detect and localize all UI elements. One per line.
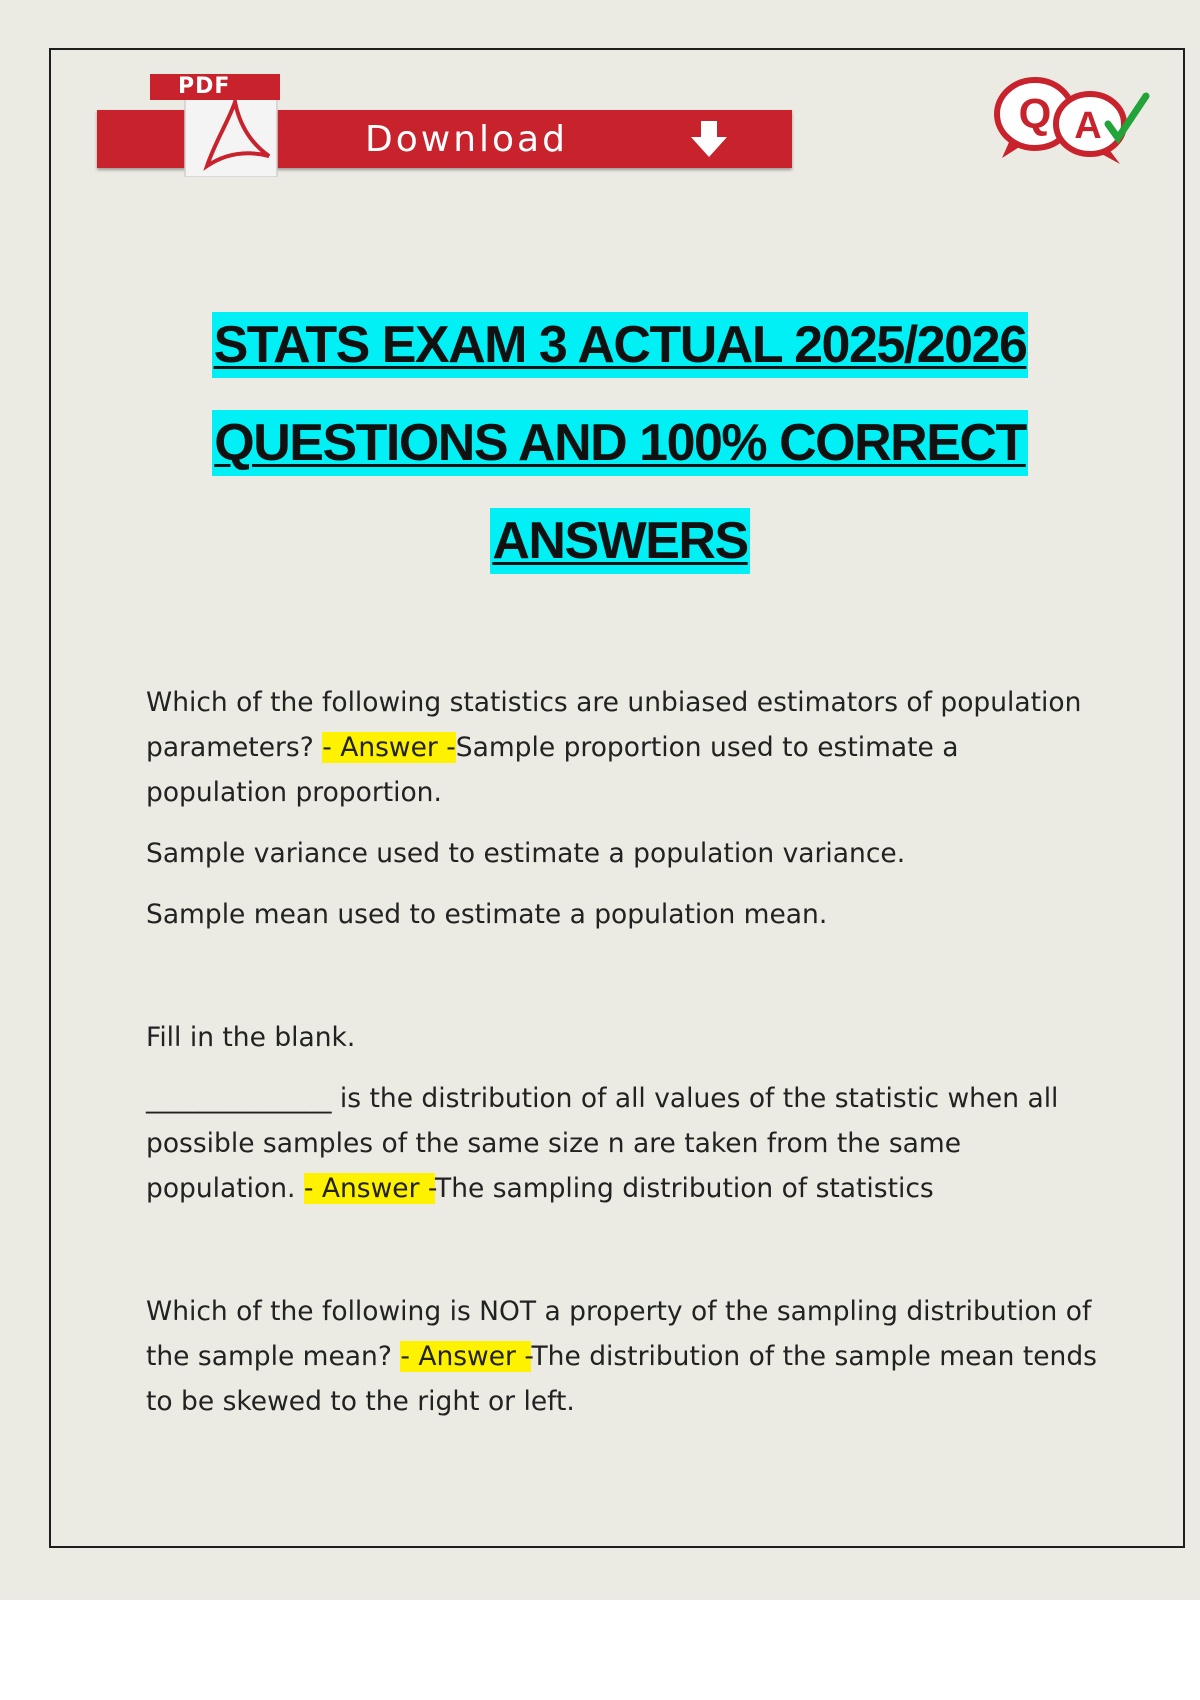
qa-item-2-text: [146, 1076, 1106, 1211]
answer-extra-line: Sample variance used to estimate a population variance.: [146, 838, 906, 869]
qa-item-3: [146, 1289, 1106, 1424]
title-line-1: STATS EXAM 3 ACTUAL 2025/2026: [212, 312, 1029, 378]
fill-blank: ______________: [146, 1083, 332, 1114]
answer-extra-line: Sample mean used to estimate a population mean.: [146, 899, 828, 930]
question-prompt: Fill in the blank.: [146, 1022, 356, 1053]
qa-item-2: [146, 1015, 1106, 1211]
qa-logo-q: Q: [1018, 90, 1052, 137]
title-line-2: QUESTIONS AND 100% CORRECT: [212, 410, 1027, 476]
pdf-tag: PDF: [150, 74, 280, 100]
answer-text: The sampling distribution of statistics: [435, 1173, 934, 1204]
answer-text: Sample proportion used to estimate a population proportion.: [146, 732, 959, 808]
pdf-file-icon: [145, 72, 287, 177]
answer-marker: - Answer -: [303, 1173, 436, 1204]
question-text: Which of the following is NOT a property of the sampling distribution of the sample mean?: [146, 1296, 1092, 1372]
qa-list: [146, 680, 1106, 1424]
answer-marker: - Answer -: [400, 1341, 532, 1372]
document-title: [100, 312, 1140, 606]
qa-item-1-text: [146, 680, 1106, 815]
qa-logo-a: A: [1074, 105, 1102, 147]
title-line-3: ANSWERS: [490, 508, 749, 574]
question-text: is the distribution of all values of the statistic when all possible samples of the same size n are taken from the same population.: [146, 1083, 1059, 1204]
qa-item-1: [146, 680, 1106, 937]
qa-item-3-text: [146, 1289, 1106, 1424]
question-text: Which of the following statistics are unbiased estimators of population parameters?: [146, 687, 1082, 763]
qa-logo: [990, 70, 1160, 170]
answer-marker: - Answer -: [322, 732, 456, 763]
down-arrow-icon[interactable]: [687, 117, 731, 161]
answer-text: The distribution of the sample mean tends to be skewed to the right or left.: [146, 1341, 1097, 1417]
pdf-download-banner[interactable]: [97, 72, 797, 177]
download-label[interactable]: Download: [365, 119, 568, 160]
